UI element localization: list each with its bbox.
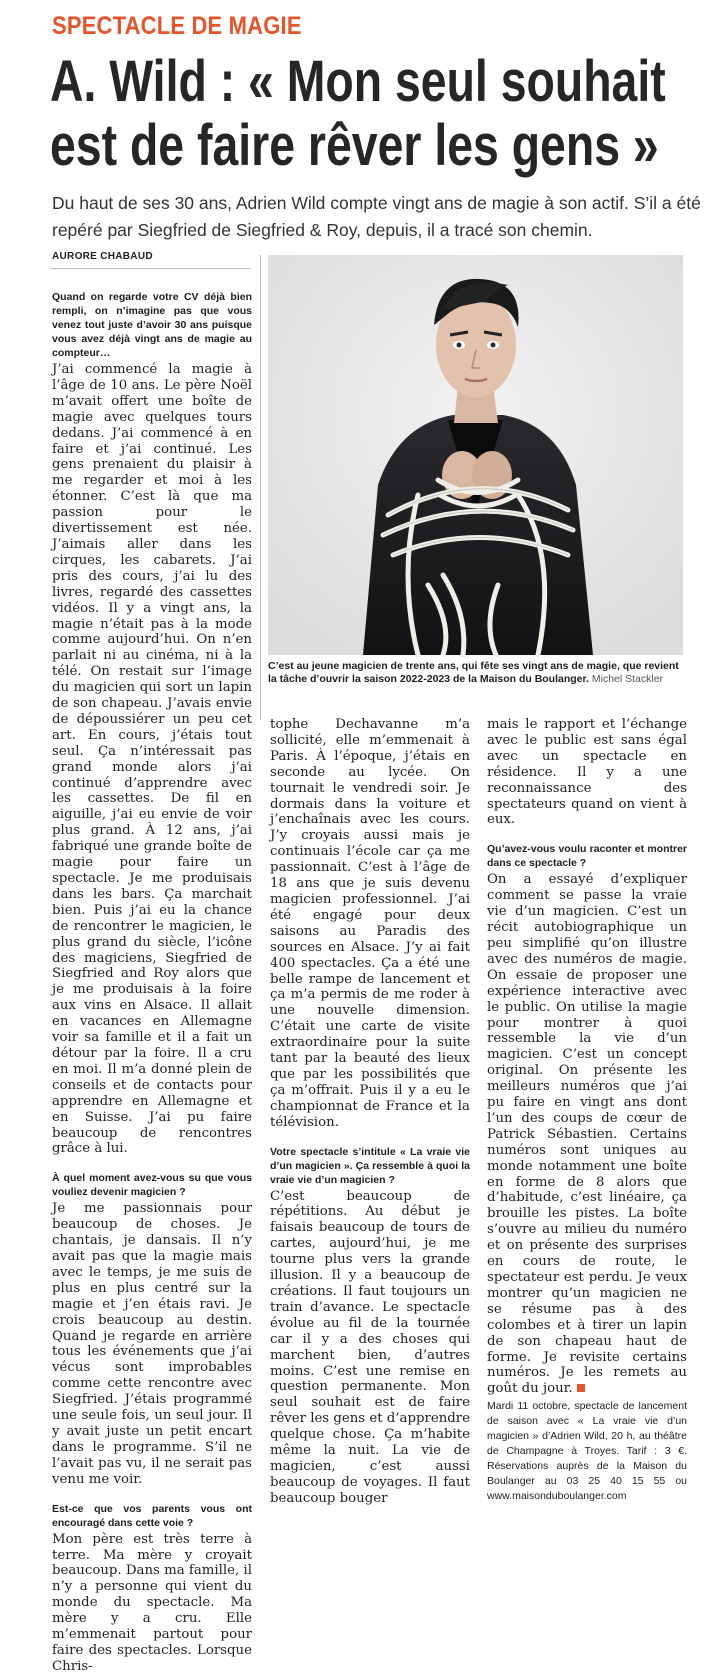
event-info: Mardi 11 octobre, spectacle de lancement de saison avec « La vraie vie d’un magicien » d’Adrien Wild, 20 h, au théâtre de Champagne à Troyes. Tarif : 3 €. Réservations auprès de la Maison du Boulanger au 03 25 40 15 55 ou www.maisonduboulanger.com xyxy=(487,1400,687,1503)
byline-divider xyxy=(50,268,250,269)
answer-3-continued: tophe Dechavanne m’a sollicité, elle m’emmenait à Paris. À l’époque, j’étais en seconde au lycée. On tournait le vendredi soir. Je dormais dans la voiture et j’enchaînais avec les cours. J’y croyais aussi mais je continuais l’école car ça me passionnait. C’est à l’âge de 18 ans que je suis devenu magicien professionnel. J’ai été engagé pour deux saisons au Paradis des sources en Alsace. J’y ai fait 400 spectacles. Ça a été une belle rampe de lancement et ça m’a permis de me roder à une nouvelle dimension. C’était une carte de visite extraordinaire pour la suite tant par la beauté des lieux que par les possibilités que ça m’offrait. Puis il y a eu le championnat de France et la télévision. xyxy=(270,717,470,1130)
section-kicker: SPECTACLE DE MAGIE xyxy=(52,12,302,40)
answer-3: Mon père est très terre à terre. Ma mère y croyait beaucoup. Dans ma famille, il n’y a personne qui vient du monde du spectacle. Ma mère y a cru. Elle m’emmenait partout pour faire des spectacles. Lorsque Chris- xyxy=(52,1531,252,1674)
caption-text: C’est au jeune magicien de trente ans, qui fête ses vingt ans de magie, que revient la tâche d’ouvrir la saison 2022-2023 de la Maison du Boulanger. xyxy=(268,660,679,685)
question-2: À quel moment avez-vous su que vous vouliez devenir magicien ? xyxy=(52,1172,252,1199)
column-divider xyxy=(260,255,261,720)
headline xyxy=(50,50,666,178)
headline-line-2: est de faire rêver les gens » xyxy=(50,113,659,178)
answer-4-continued: mais le rapport et l’échange avec le public est sans égal avec un spectacle en résidence. Il y a une reconnaissance des spectateurs quand on vient à eux. xyxy=(487,717,687,828)
standfirst-line-1: Du haut de ses 30 ans, Adrien Wild compte vingt ans de magie à son actif. S’il a été xyxy=(52,193,701,213)
article-column-1 xyxy=(52,290,252,1675)
answer-5: On a essayé d’expliquer comment se passe la vraie vie d’un magicien. C’est un récit autobiographique un peu simplifié qu’on illustre avec des numéros de magie. On essaie de proposer une expérience interactive avec le public. On utilise la magie pour montrer à quoi ressemble la vie d’un magicien. C’est un concept original. On présente les meilleurs numéros que j’ai pu faire en vingt ans dont l’un des coups de cœur de Patrick Sébastien. Certains numéros sont uniques au monde notamment une boîte en forme de 8 alors que d’habitude, c’est linéaire, ça brouille les pistes. La boîte s’ouvre au milieu du numéro et on présente des surprises en cours de route, le spectateur est perdu. Je veux montrer qu’un magicien ne se résume pas à des colombes et à tirer un lapin de son chapeau haut de forme. Je revisite certains numéros. Je les remets au goût du jour. xyxy=(487,872,687,1397)
photo-credit: Michel Stackler xyxy=(591,673,664,685)
standfirst xyxy=(52,190,701,244)
article-column-2 xyxy=(270,717,470,1507)
end-mark-icon xyxy=(577,1384,585,1392)
answer-4: C’est beaucoup de répétitions. Au début je faisais beaucoup de tours de cartes, aujourd’hui, je me tourne plus vers la grande illusion. Il y a beaucoup de créations. Il faut toujours un train d’avance. Le spectacle évolue au fil de la tournée car il y a des choses qui marchent bien, d’autres moins. C’est une remise en question permanente. Mon seul souhait est de faire rêver les gens et d’apprendre quelque chose. Ça m’habite même la nuit. La vie de magicien, c’est aussi beaucoup de voyages. Il faut beaucoup bouger xyxy=(270,1188,471,1506)
headline-line-1: A. Wild : « Mon seul souhait xyxy=(50,49,666,114)
answer-5-wrap xyxy=(487,872,687,1397)
question-4: Votre spectacle s’intitule « La vraie vie d’un magicien ». Ça ressemble à quoi la vraie vie d’un magicien ? xyxy=(270,1145,470,1186)
answer-2: Je me passionnais pour beaucoup de choses. Je chantais, je dansais. Il n’y avait pas que la magie mais avec le temps, je me suis de plus en plus centré sur la magie et j’en étais ravi. Je crois beaucoup au destin. Quand je regarde en arrière tous les événements que j’ai vécus sont improbables comme cette rencontre avec Siegfried. J’étais programmé une seule fois, un seul jour. Il y avait juste un petit encart dans le programme. S’il ne l’avait pas vu, il ne serait pas venu me voir. xyxy=(52,1201,252,1487)
question-5: Qu’avez-vous voulu raconter et montrer dans ce spectacle ? xyxy=(487,843,687,870)
question-1: Quand on regarde votre CV déjà bien rempli, on n’imagine pas que vous venez tout juste d’avoir 30 ans puisque vous avez déjà vingt ans de magie au compteur… xyxy=(52,291,252,359)
question-3: Est-ce que vos parents vous ont encouragé dans cette voie ? xyxy=(52,1502,252,1529)
answer-1: J’ai commencé la magie à l’âge de 10 ans. Le père Noël m’avait offert une boîte de magie avec quelques tours dedans. J’ai commencé à en faire et j’ai continué. Les gens prenaient du plaisir à me regarder et moi à les étonner. C’est là que ma passion pour le divertissement est née. J’aimais aller dans les cirques, les cabarets. J’ai pris des cours, j’ai lu des livres, regardé des cassettes vidéos. Il y a vingt ans, la magie n’était pas à la mode comme aujourd’hui. On n’en parlait ni au cinéma, ni à la télé. On restait sur l’image du magicien qui sort un lapin de son chapeau. J’avais envie de dépoussiérer un peu cet art. En cours, j’étais tout seul. Ça n’intéressait pas grand monde alors j’ai continué d’apprendre avec les cassettes. De fil en aiguille, j’ai eu envie de voir plus grand. À 12 ans, j’ai fabriqué une grande boîte de magie pour faire un spectacle. Je me produisais dans les bars. Ça marchait bien. Puis j’ai eu la chance de rencontrer le magicien, le plus grand du siècle, l’icône des magiciens, Siegfried de Siegfried and Roy alors que je me produisais à la foire aux vins en Alsace. Il allait en vacances en Allemagne voir sa famille et il a fait un détour par la foire. Il a cru en moi. Il m’a donné plein de conseils et de contacts pour apprendre en Allemagne et en Suisse. J’ai pu faire beaucoup de rencontres grâce à lui. xyxy=(52,362,252,1157)
magician-illustration xyxy=(268,255,683,655)
byline: AURORE CHABAUD xyxy=(52,251,153,262)
photo-caption xyxy=(268,660,688,686)
article-column-3 xyxy=(487,717,687,1504)
standfirst-line-2: repéré par Siegfried de Siegfried & Roy, depuis, il a tracé son chemin. xyxy=(52,220,593,240)
magician-photo xyxy=(268,255,683,655)
